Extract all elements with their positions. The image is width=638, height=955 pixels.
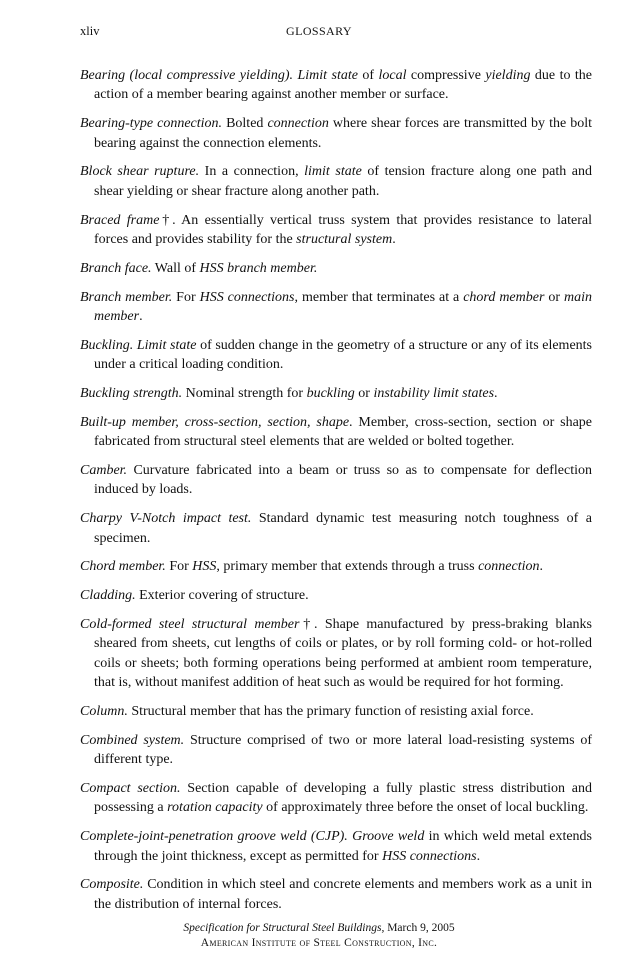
glossary-italic-text: yielding: [485, 68, 531, 83]
glossary-entry: [80, 731, 592, 770]
glossary-italic-text: connection: [478, 559, 540, 575]
glossary-italic-text: Limit state: [297, 68, 358, 83]
glossary-italic-text: Groove weld: [352, 829, 425, 845]
glossary-text: where shear forces are transmitted by the bolt bearing against the connection elements.: [94, 116, 592, 151]
glossary-italic-text: Limit state: [136, 337, 197, 353]
glossary-entry: [80, 827, 592, 866]
glossary-italic-text: buckling: [306, 386, 355, 402]
glossary-italic-text: chord member: [463, 289, 545, 305]
glossary-text: of: [357, 68, 379, 83]
glossary-text: , member that terminates at a: [294, 289, 464, 305]
glossary-text: Condition in which steel and concrete elements and members work as a unit in the distribution of internal forces.: [94, 877, 592, 912]
glossary-italic-text: limit state: [304, 164, 362, 180]
glossary-entry: [80, 384, 592, 403]
glossary-italic-text: rotation capacity: [167, 800, 263, 816]
glossary-text: of approximately three before the onset of local buckling.: [262, 800, 589, 816]
glossary-term: Buckling strength.: [80, 386, 183, 402]
glossary-text: For: [172, 289, 200, 305]
glossary-text: of sudden change in the geometry of a structure or any of its elements under a critical loading condition.: [94, 337, 592, 373]
glossary-italic-text: HSS connections: [382, 848, 477, 864]
glossary-text: , primary member that extends through a truss: [216, 559, 479, 575]
glossary-text: . Member, cross-section, section or shape fabricated from structural steel elements that are welded or bolted together.: [94, 414, 592, 450]
glossary-text: In a connection,: [199, 164, 305, 180]
glossary-entry: [80, 288, 592, 327]
glossary-text: or: [544, 289, 564, 305]
page-footer: [0, 921, 638, 951]
running-head: GLOSSARY: [286, 24, 352, 38]
glossary-italic-text: instability limit states: [373, 386, 495, 402]
glossary-entry: [80, 461, 592, 500]
glossary-term: Combined system.: [80, 732, 185, 748]
glossary-entry: [80, 509, 592, 548]
glossary-term: Column.: [80, 704, 128, 720]
page-number: xliv: [80, 24, 100, 38]
glossary-italic-text: main member: [94, 289, 592, 325]
glossary-term: Branch face.: [80, 260, 152, 276]
glossary-text: Standard dynamic test measuring notch toughness of a specimen.: [94, 511, 592, 546]
glossary-entry: [80, 702, 592, 721]
glossary-term: Buckling.: [80, 337, 134, 353]
glossary-term: Composite.: [80, 877, 144, 893]
glossary-term: Complete-joint-penetration groove weld (CJP).: [80, 829, 348, 845]
glossary-entry: [80, 615, 592, 693]
glossary-text: For: [165, 559, 193, 575]
glossary-text: Nominal strength for: [182, 386, 307, 402]
glossary-entry: [80, 114, 592, 153]
glossary-term: Built-up member, cross-section, section, shape: [80, 414, 350, 430]
glossary-text: Structural member that has the primary function of resisting axial force.: [127, 704, 534, 720]
glossary-term: Cladding.: [80, 588, 136, 604]
glossary-entry: [80, 162, 592, 201]
glossary-text: Curvature fabricated into a beam or truss so as to compensate for deflection induced by loads.: [94, 463, 592, 498]
glossary-text: †. Shape manufactured by press-braking blanks sheared from sheets, cut lengths of coils or plates, or by roll forming cold- or hot-rolled coils or sheets; both forming operations being performed at ambient room temperature, that is, without manifest addition of heat such as would be required for hot forming.: [94, 617, 592, 691]
glossary-entry: [80, 66, 592, 105]
glossary-text: .: [476, 848, 481, 864]
glossary-entry: [80, 779, 592, 818]
glossary-entry: [80, 413, 592, 452]
glossary-term: Braced frame: [80, 212, 160, 228]
glossary-text: Wall of: [151, 260, 200, 276]
glossary-text: Structure comprised of two or more lateral load-resisting systems of different type.: [94, 732, 592, 768]
glossary-term: Bearing-type connection.: [80, 116, 223, 132]
glossary-entry: [80, 586, 592, 605]
glossary-text: Exterior covering of structure.: [135, 588, 309, 604]
glossary-term: Compact section.: [80, 781, 181, 797]
glossary-entry: [80, 875, 592, 914]
glossary-term: Camber.: [80, 463, 128, 479]
footer-spec-title: Specification for Structural Steel Buildings,: [183, 922, 385, 934]
glossary-text: compressive: [406, 68, 486, 83]
glossary-text: or: [354, 386, 374, 402]
glossary-italic-text: local: [378, 68, 407, 83]
glossary-entry: [80, 211, 592, 250]
glossary-italic-text: HSS branch member.: [199, 260, 318, 276]
glossary-entry: [80, 259, 592, 278]
glossary-term: Cold-formed steel structural member: [80, 617, 300, 633]
glossary-term: Branch member.: [80, 289, 173, 305]
glossary-term: Charpy V-Notch impact test.: [80, 511, 252, 527]
glossary-text: .: [494, 386, 498, 402]
glossary-term: Bearing (local compressive yielding).: [80, 68, 294, 83]
glossary-text: Bolted: [222, 116, 268, 132]
glossary-entry: [80, 557, 592, 576]
glossary-text: .: [392, 232, 396, 248]
footer-date: March 9, 2005: [384, 922, 455, 934]
glossary-term: Chord member.: [80, 559, 166, 575]
glossary-italic-text: structural system: [296, 232, 393, 248]
glossary-term: Block shear rupture.: [80, 164, 200, 180]
glossary-italic-text: HSS: [192, 559, 217, 575]
glossary-text: .: [539, 559, 543, 575]
glossary-text: due to the action of a member bearing against another member or surface.: [94, 68, 592, 103]
glossary-italic-text: HSS connections: [199, 289, 295, 305]
glossary-italic-text: connection: [267, 116, 329, 132]
glossary-text: of tension fracture along one path and shear yielding or shear fracture along another path.: [94, 164, 592, 199]
glossary-entries: [80, 66, 592, 924]
glossary-text: .: [139, 309, 143, 325]
glossary-text: Section capable of developing a fully plastic stress distribution and possessing a: [94, 781, 592, 816]
glossary-text: †. An essentially vertical truss system that provides resistance to lateral forces and provides stability for the: [94, 212, 592, 248]
glossary-entry: [80, 336, 592, 375]
glossary-text: in which weld metal extends through the joint thickness, except as permitted for: [94, 829, 592, 864]
footer-publisher: American Institute of Steel Construction, Inc.: [200, 937, 438, 949]
